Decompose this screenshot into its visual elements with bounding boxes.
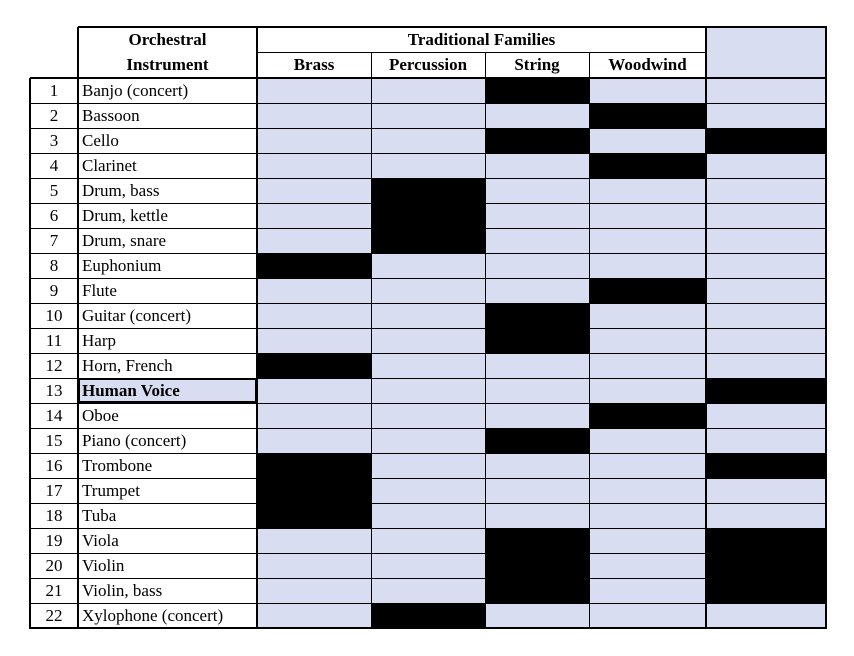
row-number: 15 — [45, 431, 63, 450]
family-cell — [371, 503, 485, 528]
family-cell — [485, 478, 589, 503]
family-cell — [257, 528, 371, 553]
grid-line — [30, 203, 827, 204]
family-cell — [706, 203, 826, 228]
family-cell — [257, 303, 371, 328]
row-number: 21 — [45, 581, 63, 600]
grid-line — [30, 528, 827, 529]
instrument-name: Clarinet — [82, 156, 137, 175]
family-cell — [589, 303, 706, 328]
family-cell-marked — [371, 203, 485, 228]
instrument-name: Euphonium — [82, 256, 162, 275]
family-cell — [257, 153, 371, 178]
grid-line — [30, 553, 827, 554]
family-cell — [589, 478, 706, 503]
family-cell — [257, 203, 371, 228]
family-cell — [485, 603, 589, 628]
instrument-name: Drum, snare — [82, 231, 167, 250]
grid-line — [589, 52, 590, 629]
family-cell — [485, 503, 589, 528]
grid-line — [371, 52, 372, 629]
family-cell — [589, 453, 706, 478]
instrument-name: Human Voice — [82, 381, 180, 400]
row-number: 1 — [49, 81, 59, 100]
family-cell — [485, 453, 589, 478]
family-cell-marked — [485, 528, 589, 553]
family-cell — [706, 253, 826, 278]
family-cell — [371, 378, 485, 403]
family-cell — [257, 378, 371, 403]
family-cell — [257, 603, 371, 628]
family-cell — [485, 203, 589, 228]
grid-line — [29, 78, 31, 629]
instrument-name: Cello — [82, 131, 119, 150]
family-cell — [371, 478, 485, 503]
family-cell-marked — [485, 78, 589, 103]
row-number: 5 — [49, 181, 59, 200]
instrument-name: Harp — [82, 331, 116, 350]
family-cell-marked — [485, 328, 589, 353]
row-number: 22 — [45, 606, 63, 625]
family-cell-marked — [257, 253, 371, 278]
family-cell-marked — [371, 178, 485, 203]
family-cell — [371, 328, 485, 353]
family-cell — [257, 428, 371, 453]
family-cell-marked — [485, 553, 589, 578]
family-cell-marked — [257, 353, 371, 378]
family-cell — [485, 378, 589, 403]
family-cell-marked — [589, 278, 706, 303]
family-cell — [706, 303, 826, 328]
family-cell — [371, 153, 485, 178]
instrument-name: Violin — [82, 556, 125, 575]
header-instrument-line2: Instrument — [126, 55, 209, 74]
row-number: 17 — [45, 481, 63, 500]
family-cell — [485, 403, 589, 428]
instrument-name: Guitar (concert) — [82, 306, 192, 325]
family-cell — [371, 278, 485, 303]
family-cell-marked — [371, 228, 485, 253]
family-cell-marked — [257, 503, 371, 528]
grid-line — [30, 228, 827, 229]
instrument-name: Flute — [82, 281, 117, 300]
family-cell — [706, 603, 826, 628]
row-number: 3 — [49, 131, 59, 150]
grid-line — [30, 103, 827, 104]
family-cell — [589, 503, 706, 528]
family-cell — [371, 103, 485, 128]
family-cell — [589, 178, 706, 203]
family-cell — [257, 553, 371, 578]
family-cell — [257, 103, 371, 128]
instrument-name: Piano (concert) — [82, 431, 187, 450]
family-cell — [371, 428, 485, 453]
family-cell — [257, 128, 371, 153]
grid-line — [30, 303, 827, 304]
family-cell — [371, 253, 485, 278]
grid-line — [78, 26, 827, 28]
family-cell — [589, 353, 706, 378]
row-number: 2 — [49, 106, 59, 125]
instrument-name: Viola — [82, 531, 119, 550]
family-cell — [589, 228, 706, 253]
grid-line — [30, 378, 827, 379]
row-number: 19 — [45, 531, 63, 550]
family-cell — [706, 103, 826, 128]
family-cell-marked — [485, 128, 589, 153]
family-cell — [589, 328, 706, 353]
family-cell — [589, 528, 706, 553]
family-cell — [257, 278, 371, 303]
family-cell-marked — [589, 153, 706, 178]
family-cell — [706, 503, 826, 528]
family-cell-marked — [485, 428, 589, 453]
family-cell — [485, 103, 589, 128]
family-cell — [485, 253, 589, 278]
instrument-name: Bassoon — [82, 106, 140, 125]
row-number: 11 — [45, 331, 63, 350]
row-number: 16 — [45, 456, 63, 475]
row-number: 8 — [49, 256, 59, 275]
grid-line — [30, 153, 827, 154]
grid-line — [30, 128, 827, 129]
grid-line — [30, 627, 827, 629]
family-cell — [589, 603, 706, 628]
grid-line — [30, 503, 827, 504]
grid-line — [30, 453, 827, 454]
family-cell — [706, 353, 826, 378]
family-cell — [706, 428, 826, 453]
instrument-name: Violin, bass — [82, 581, 163, 600]
family-cell — [257, 178, 371, 203]
family-cell — [589, 378, 706, 403]
grid-line — [825, 27, 827, 629]
instrument-name: Tuba — [82, 506, 117, 525]
header-instrument-line1: Orchestral — [128, 30, 207, 49]
family-cell — [589, 428, 706, 453]
family-cell — [589, 128, 706, 153]
grid-line — [705, 27, 707, 629]
family-cell — [485, 278, 589, 303]
row-number: 6 — [49, 206, 59, 225]
grid-line — [77, 27, 79, 629]
instrument-name: Xylophone (concert) — [82, 606, 224, 625]
row-number: 10 — [45, 306, 63, 325]
family-cell — [706, 403, 826, 428]
family-cell — [706, 228, 826, 253]
family-cell-marked — [257, 453, 371, 478]
header-percussion: Percussion — [388, 55, 468, 74]
family-cell-marked — [706, 528, 826, 553]
family-cell-marked — [589, 103, 706, 128]
family-cell — [257, 78, 371, 103]
family-cell-marked — [706, 553, 826, 578]
grid-line — [30, 353, 827, 354]
family-cell — [485, 353, 589, 378]
family-cell — [371, 578, 485, 603]
family-cell-marked — [485, 303, 589, 328]
family-cell-marked — [589, 403, 706, 428]
row-number: 14 — [45, 406, 63, 425]
grid-line — [485, 52, 486, 629]
family-cell — [371, 453, 485, 478]
grid-line — [30, 403, 827, 404]
family-cell-marked — [706, 453, 826, 478]
instrument-name: Trumpet — [82, 481, 140, 500]
family-cell-marked — [706, 378, 826, 403]
instrument-name: Oboe — [82, 406, 119, 425]
grid-line — [30, 578, 827, 579]
family-cell — [589, 203, 706, 228]
family-cell-marked — [706, 578, 826, 603]
row-number: 7 — [49, 231, 59, 250]
family-cell-marked — [706, 128, 826, 153]
row-number: 4 — [49, 156, 59, 175]
header-brass: Brass — [293, 55, 335, 74]
family-cell — [485, 153, 589, 178]
grid-line — [256, 27, 258, 629]
family-cell-marked — [371, 603, 485, 628]
grid-line — [30, 603, 827, 604]
family-cell — [589, 578, 706, 603]
instrument-name: Drum, bass — [82, 181, 160, 200]
family-cell — [257, 403, 371, 428]
family-cell-marked — [257, 478, 371, 503]
family-cell — [371, 353, 485, 378]
grid-line — [30, 178, 827, 179]
family-cell — [706, 278, 826, 303]
grid-line — [30, 478, 827, 479]
family-cell — [371, 78, 485, 103]
family-cell — [706, 178, 826, 203]
grid-line — [30, 278, 827, 279]
family-cell — [371, 528, 485, 553]
row-number: 20 — [45, 556, 63, 575]
family-cell — [257, 228, 371, 253]
grid-line — [30, 253, 827, 254]
header-woodwind: Woodwind — [608, 55, 687, 74]
grid-line — [30, 328, 827, 329]
family-cell — [589, 253, 706, 278]
instrument-name: Drum, kettle — [82, 206, 168, 225]
microtonal-header-bg — [706, 27, 826, 78]
family-cell — [257, 578, 371, 603]
grid-line — [30, 428, 827, 429]
family-cell — [485, 178, 589, 203]
row-number: 18 — [45, 506, 63, 525]
family-cell — [589, 78, 706, 103]
instrument-name: Banjo (concert) — [82, 81, 189, 100]
row-number: 9 — [49, 281, 59, 300]
row-number: 13 — [45, 381, 63, 400]
family-cell — [706, 478, 826, 503]
family-cell — [706, 78, 826, 103]
header-traditional-families: Traditional Families — [407, 30, 556, 49]
header-string: String — [514, 55, 560, 74]
family-cell — [706, 153, 826, 178]
family-cell — [371, 403, 485, 428]
family-cell — [589, 553, 706, 578]
family-cell — [485, 228, 589, 253]
family-cell-marked — [485, 578, 589, 603]
family-cell — [371, 303, 485, 328]
family-cell — [371, 553, 485, 578]
family-cell — [257, 328, 371, 353]
grid-line — [30, 77, 827, 79]
family-cell — [706, 328, 826, 353]
family-cell — [371, 128, 485, 153]
grid-line — [257, 52, 706, 53]
instrument-name: Horn, French — [82, 356, 173, 375]
instrument-name: Trombone — [82, 456, 153, 475]
row-number: 12 — [45, 356, 63, 375]
